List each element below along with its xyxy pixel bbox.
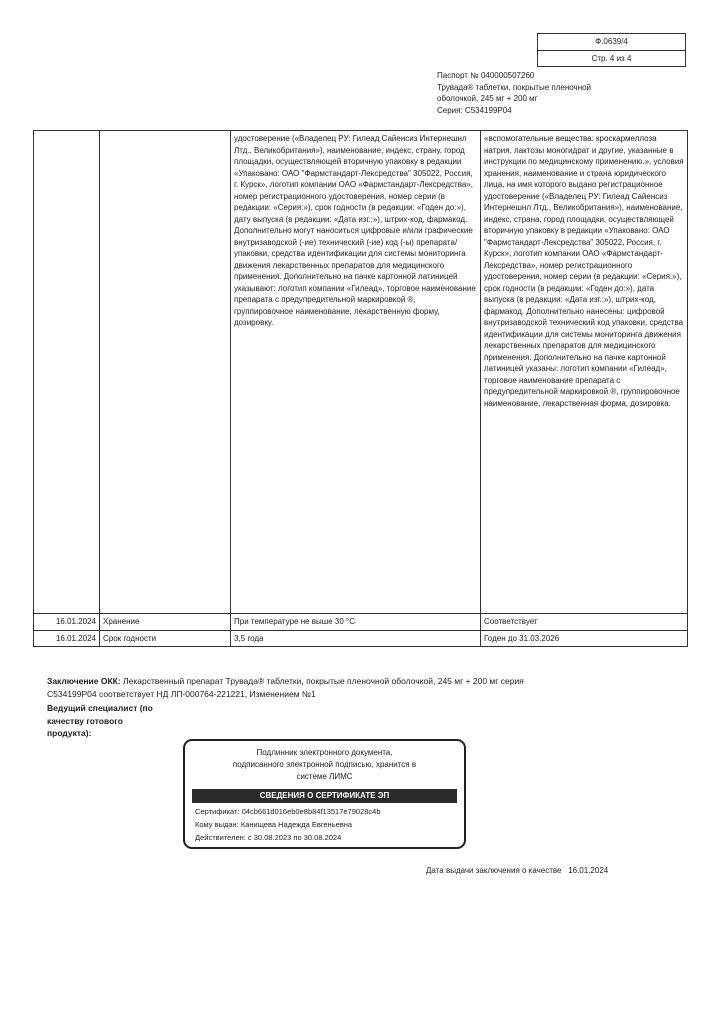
product-dosage-line: оболочкой, 245 мг + 200 мг: [437, 94, 538, 103]
date-cell: 16.01.2024: [34, 614, 100, 631]
passport-header: [437, 70, 637, 116]
certificate-owner: Кому выдан: Канищева Надежда Евгеньевна: [195, 820, 353, 829]
certificate-id: Сертификат: 04cb661d016eb0e8b84f13517e79028c4b: [195, 807, 381, 816]
result-cell: Годен до 31.03.2026: [481, 630, 688, 647]
specialist-line-1: Ведущий специалист (по: [47, 703, 153, 713]
indicator-cell: Хранение: [100, 614, 231, 631]
form-code-box: [537, 33, 686, 67]
e-signature-stamp: [183, 739, 466, 849]
specialist-line-3: продукта):: [47, 728, 92, 738]
indicator-cell: Срок годности: [100, 630, 231, 647]
indicator-cell: [100, 131, 231, 614]
qc-conclusion: [47, 675, 567, 700]
issue-date-line: [426, 866, 608, 875]
passport-number: Паспорт № 040000507260: [437, 71, 535, 80]
product-name-line: Трувада® таблетки, покрытые пленочной: [437, 82, 592, 92]
form-code: Ф.0639/4: [595, 37, 628, 46]
issue-date-value: 16.01.2024: [568, 866, 609, 875]
page-number: Стр. 4 из 4: [538, 50, 685, 67]
spec-cell: 3,5 года: [231, 630, 481, 647]
table-row: [34, 614, 688, 631]
table-row: [34, 131, 688, 614]
stamp-notice-line-2: подписанного электронной подписью, хранится в: [232, 760, 417, 769]
spec-cell: При температуре не выше 30 °С: [231, 614, 481, 631]
conclusion-label: Заключение ОКК:: [47, 676, 121, 686]
stamp-header: СВЕДЕНИЯ О СЕРТИФИКАТЕ ЭП: [192, 789, 457, 803]
analysis-table: [33, 130, 688, 647]
issue-date-label: Дата выдачи заключения о качестве: [426, 866, 562, 875]
date-cell: [34, 131, 100, 614]
date-cell: 16.01.2024: [34, 630, 100, 647]
specialist-label: [47, 702, 177, 740]
table-row: [34, 630, 688, 647]
conclusion-text: Лекарственный препарат Трувада® таблетки, покрытые пленочной оболочкой, 245 мг + 200 мг серия C534199P04 соответствует НД ЛП-000764-221221, Изменением №1: [47, 676, 524, 699]
certificate-details: [195, 805, 460, 844]
result-cell: Соответствует: [481, 614, 688, 631]
spec-cell: удостоверение («Владелец РУ: Гилеад Сайенсиз Интернешнл Лтд., Великобритания»), наименование, индекс, страну, город площадки, осуществляющей вторичную упаковку в редакции «Упаковано: ОАО "Фармстандарт-Лексредства" 305022, Россия, г. Курск», логотип компании ОАО «Фармстандарт-Лексредства», номер регистрационного удостоверения, номер серии (в редакции: «Серия:»), срок годности (в редакции: «Годен до:»), дату выпуска (в редакции: «Дата изг.:»), штрих-код, фармакод. Дополнительно могут наноситься цифровые и/или графические внутризаводской (-ие) технический (-ие) код (-ы) препарата/упаковки, средства идентификации для системы мониторинга движения лекарственных препаратов для медицинского применения. Дополнительно на пачке картонной латиницей указывают: логотип компании «Гилеад», торговое наименование препарата с предупредительной маркировкой ®, группировочное наименование, лекарственную форму, дозировку.: [231, 131, 481, 614]
batch-number: Серия: C534199P04: [437, 105, 512, 115]
stamp-notice-line-1: Подлинник электронного документа,: [256, 748, 393, 757]
stamp-notice: [185, 747, 464, 783]
certificate-validity: Действителен: с 30.08.2023 по 30.08.2024: [195, 833, 342, 842]
result-cell: «вспомогательные вещества: кроскармеллоза натрия, лактозы моногидрат и другие, указанные в инструкции по медицинскому применению.», условия хранения, наименование и страна юридического лица, на имя которого выдано регистрационное удостоверение («Владелец РУ: Гилеад Сайенсиз Интернешнл Лтд., Великобритания»), наименование, индекс, страна, город площадки, осуществляющей вторичную упаковку в редакции «Упаковано: ОАО "Фармстандарт-Лексредства" 305022, Россия, г. Курск», логотип компании ОАО «Фармстандарт-Лексредства», номер регистрационного удостоверения, номер серии (в редакции: «Серия:»), срок годности (в редакции: «Годен до:»), дата выпуска (в редакции: «Дата изг.:»), штрих-код, фармакод. Дополнительно нанесены: цифровой внутризаводской технический код упаковки, средства идентификации для системы мониторинга движения лекарственных препаратов для медицинского применения. Дополнительно на пачке картонной латиницей указаны: логотип компании «Гилеад», торговое наименование препарата с предупредительной маркировкой ®, группировочное наименование, лекарственная форма, дозировка.: [481, 131, 688, 614]
specialist-line-2: качеству готового: [47, 715, 123, 726]
stamp-notice-line-3: системе ЛИМС: [296, 772, 353, 781]
